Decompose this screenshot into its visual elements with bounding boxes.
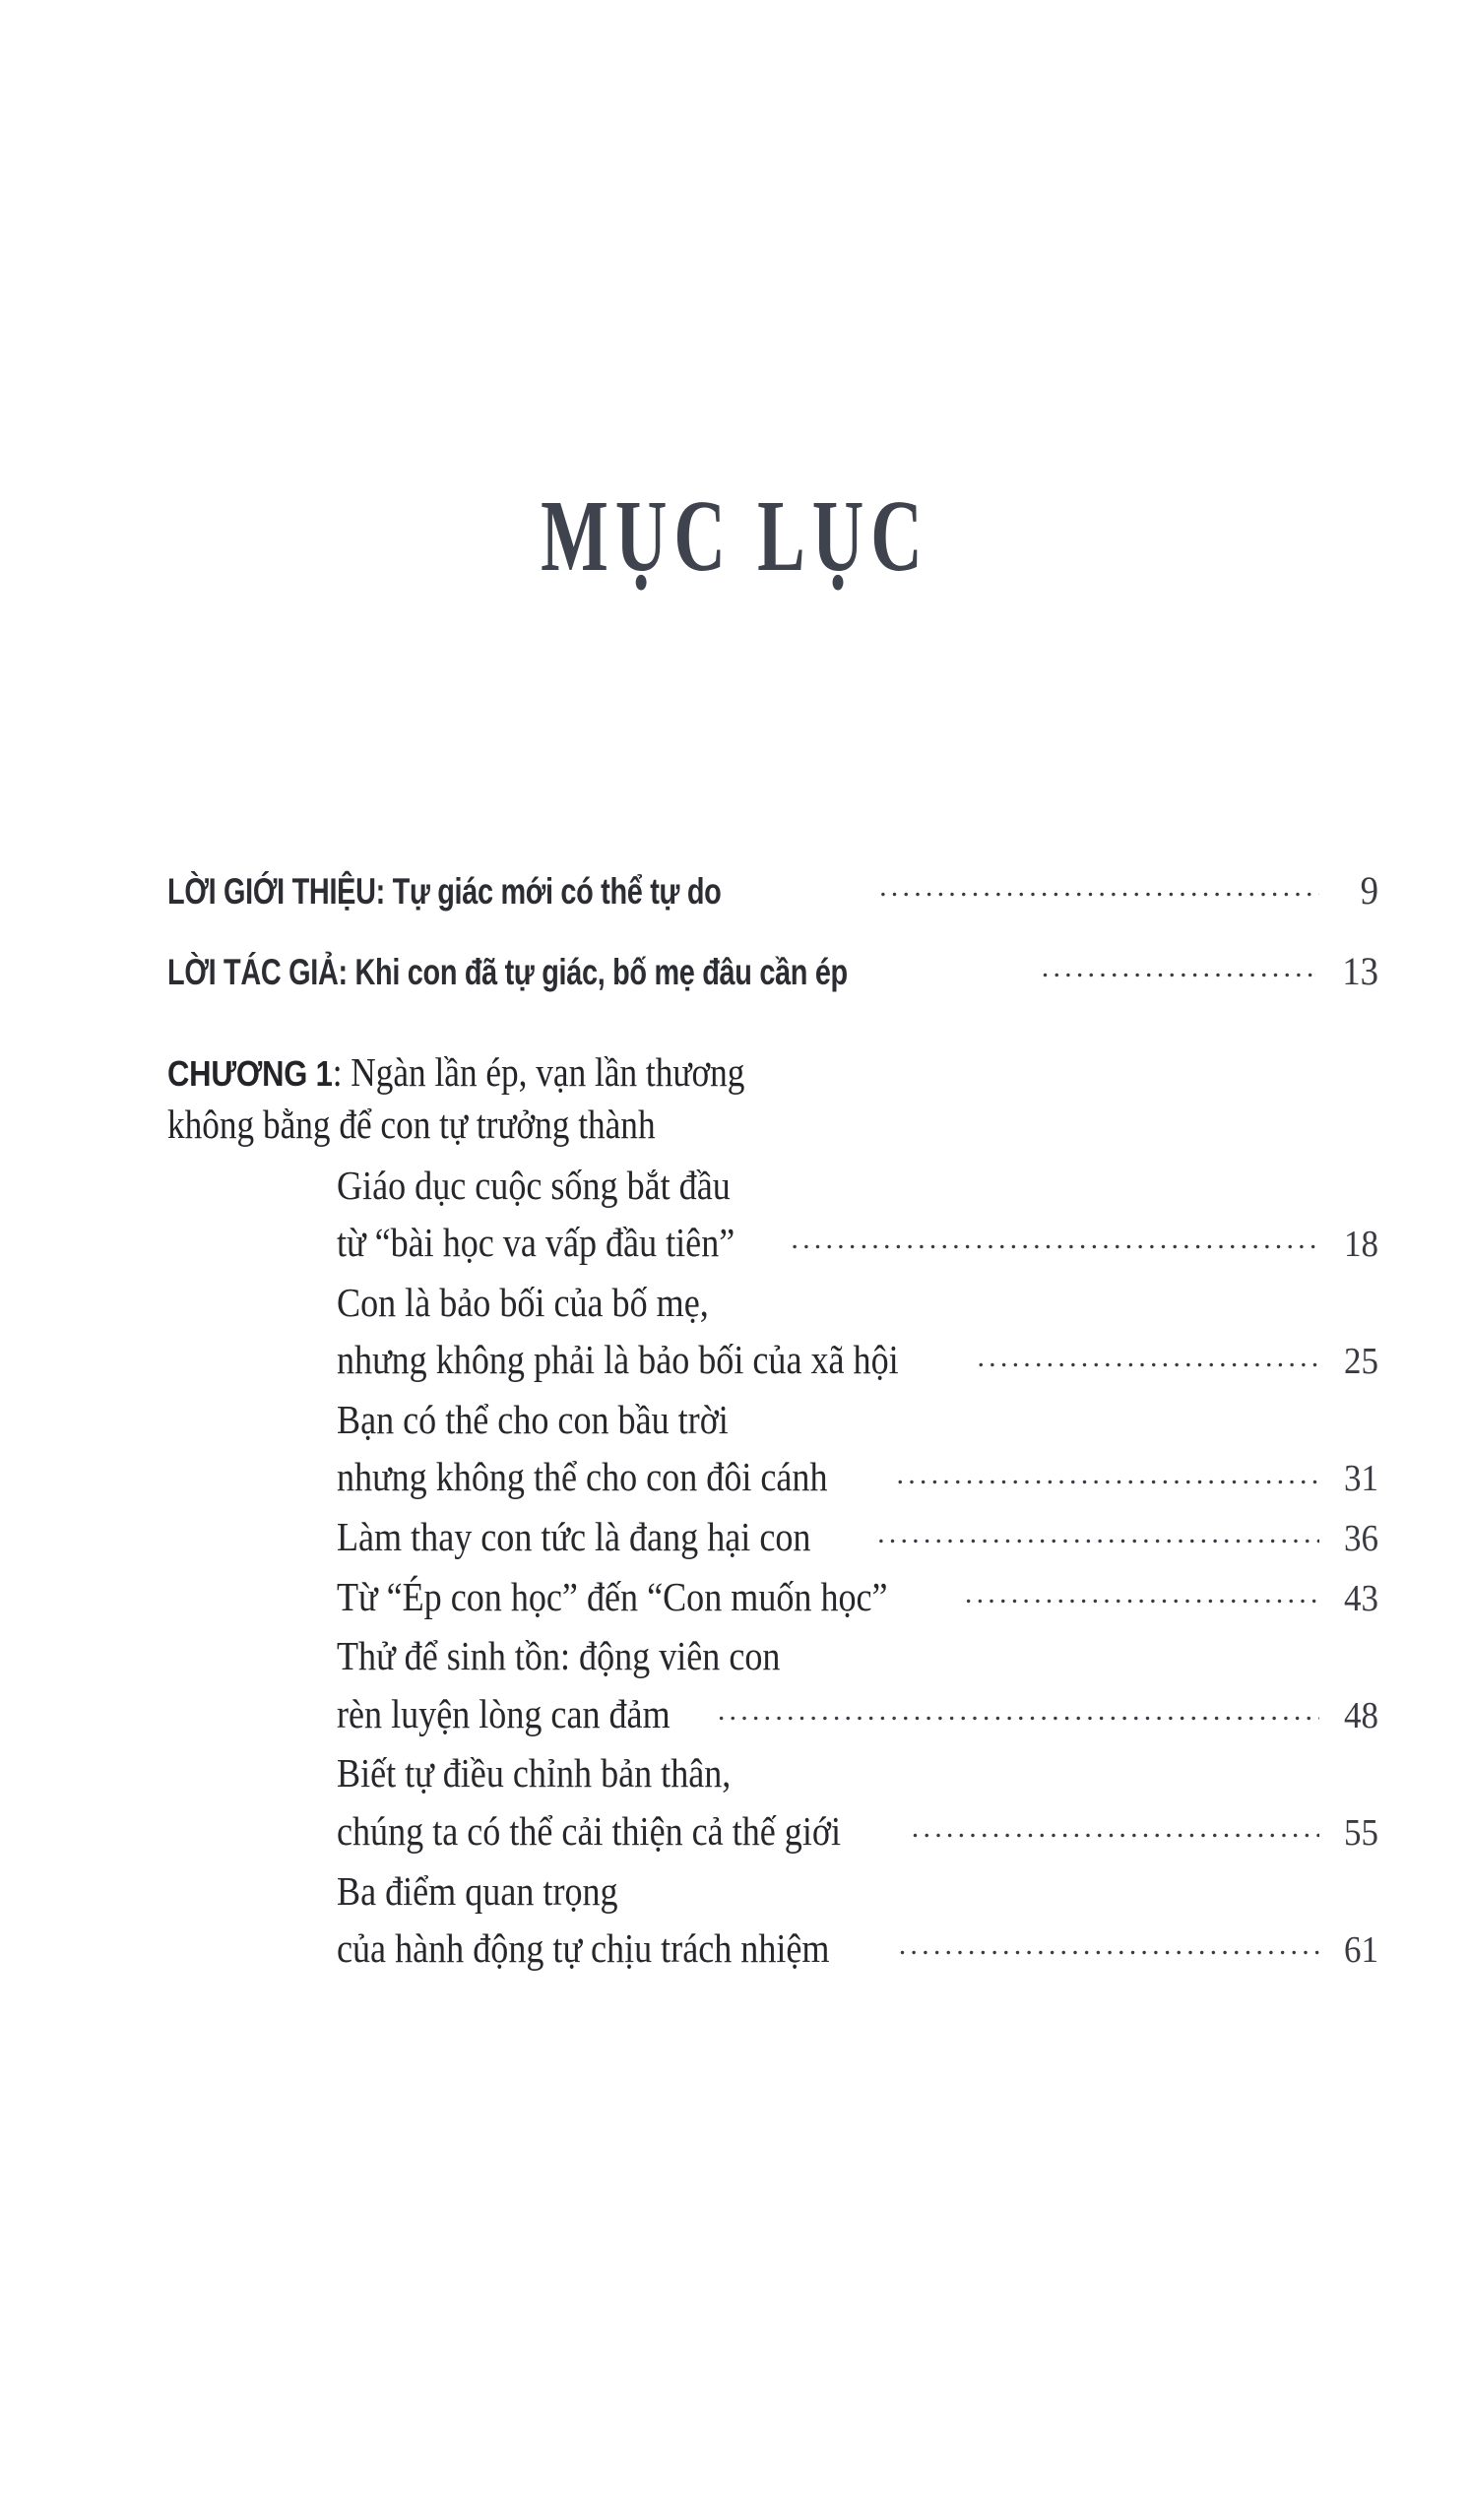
toc-entry-text: từ “bài học va vấp đầu tiên” <box>337 1220 735 1266</box>
toc-entry-line <box>337 1569 1378 1625</box>
dot-leader <box>965 1595 1319 1610</box>
toc-entry-line <box>337 1628 1378 1684</box>
toc-entry-line <box>337 1275 1378 1331</box>
dot-leader <box>1042 969 1319 984</box>
front-matter-label-rest: Khi con đã tự giác, bố mẹ đâu cần ép <box>347 952 848 992</box>
page-title: MỤC LỤC <box>541 479 929 593</box>
page-number: 43 <box>1344 1577 1378 1619</box>
front-matter-label-strong: LỜI GIỚI THIỆU: <box>167 871 385 912</box>
toc-entry-line <box>337 1392 1378 1448</box>
toc-entry-line <box>337 1863 1378 1920</box>
chapter-title-rest: : Ngàn lần ép, vạn lần thương <box>332 1049 745 1095</box>
toc-entry-line <box>337 1803 1378 1859</box>
toc-entry-text: chúng ta có thể cải thiện cả thế giới <box>337 1807 841 1854</box>
chapter-heading-line-1 <box>167 1046 1209 1099</box>
dot-leader <box>897 1475 1320 1490</box>
chapter-entry-list <box>337 1158 1378 1977</box>
page-number: 31 <box>1344 1458 1378 1500</box>
dot-leader <box>877 1535 1319 1550</box>
dot-leader <box>912 1829 1319 1845</box>
toc-entry-line <box>337 1332 1378 1388</box>
front-matter-label-rest: Tự giác mới có thể tự do <box>384 871 722 912</box>
toc-entry-text: Biết tự điều chỉnh bản thân, <box>337 1750 732 1796</box>
page-number: 9 <box>1360 868 1378 913</box>
toc-entry[interactable] <box>337 1509 1378 1565</box>
chapter-heading[interactable] <box>167 1046 1378 1152</box>
toc-entry-text: Ba điểm quan trọng <box>337 1867 618 1914</box>
front-matter-label <box>167 954 848 990</box>
toc-entry-text: rèn luyện lòng can đảm <box>337 1690 671 1736</box>
front-matter-label <box>167 873 721 910</box>
toc-entry[interactable] <box>337 1628 1378 1741</box>
toc-entry[interactable] <box>337 1863 1378 1977</box>
page-number: 48 <box>1344 1694 1378 1736</box>
toc-entry-text: Làm thay con tức là đang hại con <box>337 1514 811 1560</box>
toc-entry-line <box>337 1921 1378 1977</box>
toc-entry-text: Từ “Ép con học” đến “Con muốn học” <box>337 1573 888 1619</box>
toc-entry-text: của hành động tự chịu trách nhiệm <box>337 1925 830 1972</box>
toc-entry-text: nhưng không phải là bảo bối của xã hội <box>337 1337 899 1383</box>
dot-leader <box>791 1240 1319 1256</box>
toc-entry[interactable] <box>337 1569 1378 1625</box>
toc-entry-line <box>337 1215 1378 1271</box>
toc-front-matter-row[interactable] <box>167 868 1378 913</box>
toc-entry-line <box>337 1449 1378 1505</box>
toc-body <box>167 868 1378 1981</box>
toc-entry-line <box>337 1509 1378 1565</box>
page-number: 36 <box>1344 1518 1378 1560</box>
dot-leader <box>879 888 1319 904</box>
toc-entry-text: Giáo dục cuộc sống bắt đầu <box>337 1162 731 1208</box>
toc-entry[interactable] <box>337 1745 1378 1858</box>
page-number: 18 <box>1344 1224 1378 1266</box>
dot-leader <box>718 1712 1319 1728</box>
dot-leader <box>899 1946 1319 1962</box>
chapter-heading-line-2: không bằng để con tự trưởng thành <box>167 1102 656 1148</box>
toc-entry-text: nhưng không thể cho con đôi cánh <box>337 1454 828 1500</box>
page-number: 13 <box>1342 949 1378 993</box>
page-number: 61 <box>1344 1929 1378 1972</box>
toc-entry-text: Thử để sinh tồn: động viên con <box>337 1633 781 1679</box>
toc-entry-line <box>337 1686 1378 1742</box>
dot-leader <box>977 1357 1319 1373</box>
chapter-tag: CHƯƠNG 1 <box>167 1053 333 1094</box>
toc-entry[interactable] <box>337 1158 1378 1271</box>
toc-entry-line <box>337 1158 1378 1214</box>
toc-entry[interactable] <box>337 1275 1378 1388</box>
toc-entry-line <box>337 1745 1378 1801</box>
page-number: 25 <box>1344 1341 1378 1383</box>
toc-front-matter-row[interactable] <box>167 949 1378 993</box>
toc-entry-text: Bạn có thể cho con bầu trời <box>337 1396 729 1442</box>
toc-entry-text: Con là bảo bối của bố mẹ, <box>337 1279 709 1325</box>
toc-entry[interactable] <box>337 1392 1378 1505</box>
page-number: 55 <box>1344 1811 1378 1854</box>
front-matter-label-strong: LỜI TÁC GIẢ: <box>167 952 348 992</box>
